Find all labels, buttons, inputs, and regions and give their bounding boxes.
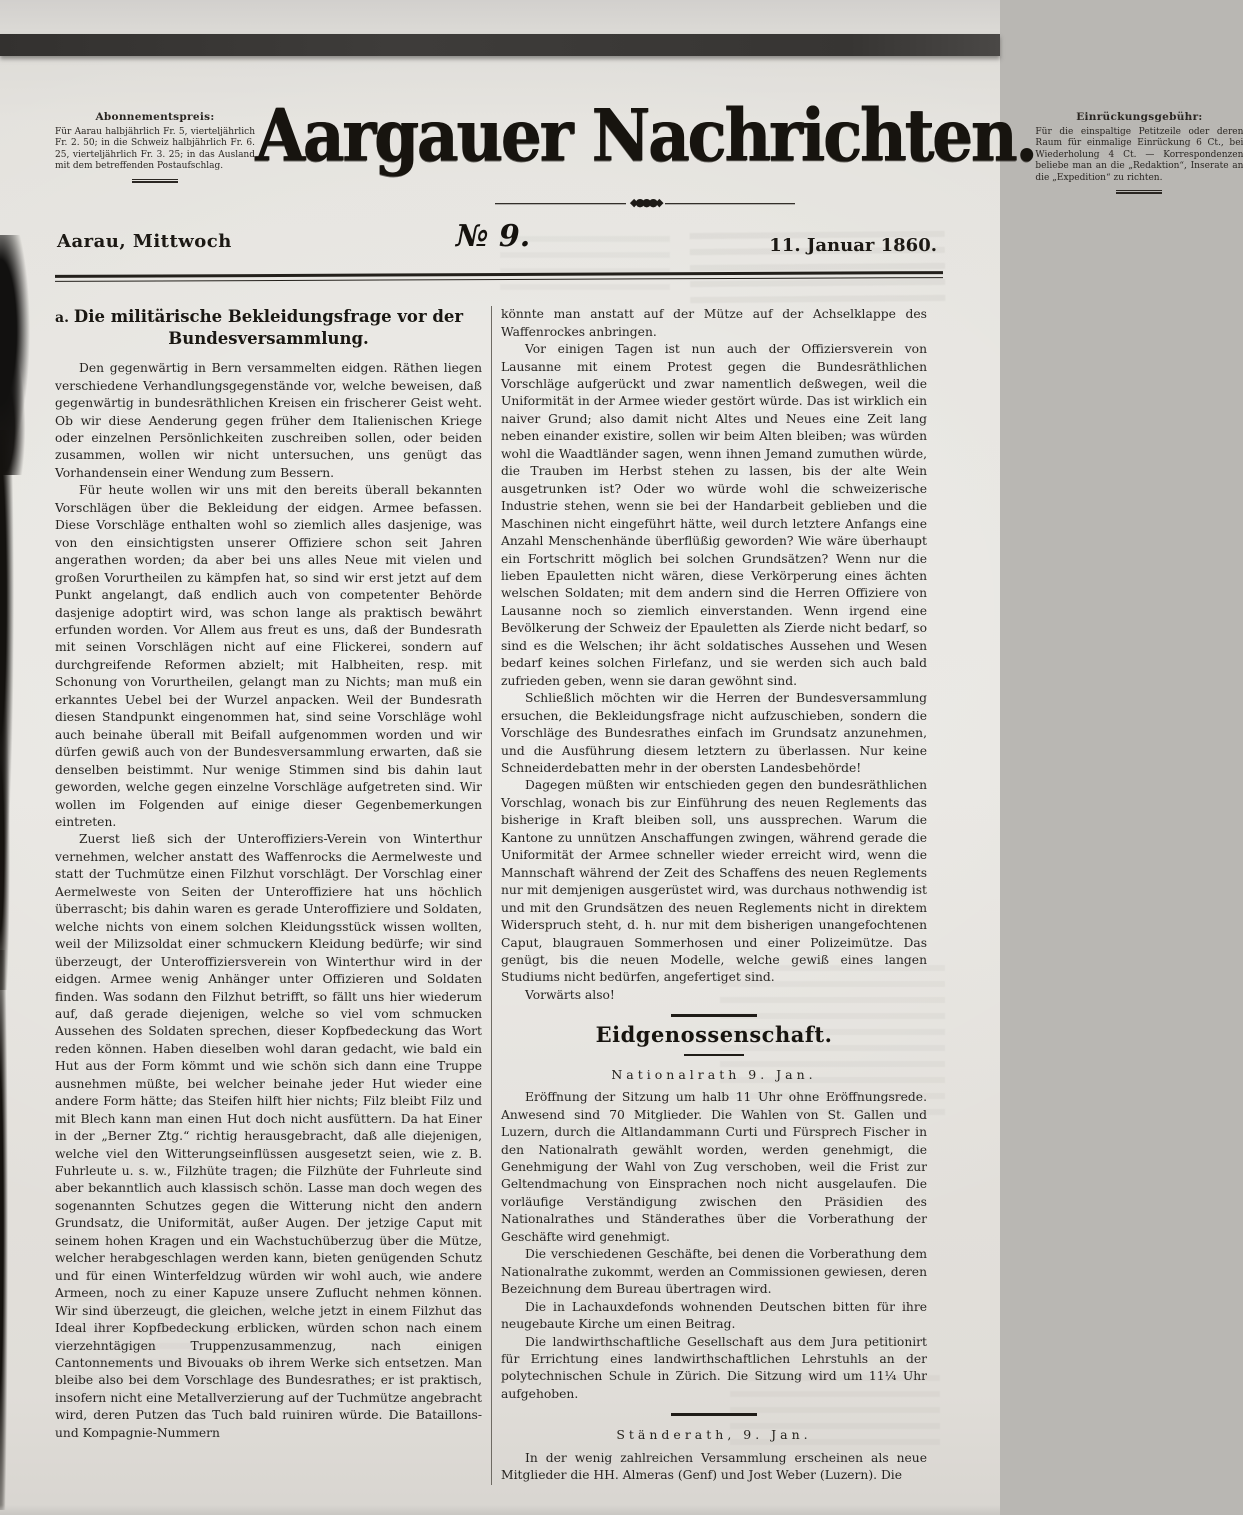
article-paragraph: Schließlich möchten wir die Herren der Bundesversammlung ersuchen, die Bekleidungsfrage nicht aufzuschieben, sondern die Vorschläge des Bundesrathes einfach im Grundsatz anzunehmen, und die Ausführung diesem letztern zu überlassen. Nur keine Schneiderdebatten mehr in der obersten Landesbehörde! [501, 691, 927, 775]
article-columns [55, 306, 943, 1485]
insertion-fee-text: Für die einspaltige Petitzeile oder deren Raum für einmalige Einrückung 6 Ct., bei Wiederholung 4 Ct. — Korrespondenzen beliebe man an die „Redaktion“, Inserate an die „Expedition“ zu richten. [1035, 126, 1243, 183]
double-rule-ornament [1116, 190, 1162, 194]
news-paragraph: Die in Lachauxdefonds wohnenden Deutschen bitten für ihre neugebaute Kirche um einen Beitrag. [501, 1299, 927, 1332]
subscription-price-title: Abonnementspreis: [95, 111, 215, 123]
news-paragraph: Die landwirthschaftliche Gesellschaft aus dem Jura petitionirt für Errichtung eines landwirthschaftlichen Lehrstuhls an der polytechnischen Schule in Zürich. Die Sitzung wird um 11¼ Uhr aufgehoben. [501, 1334, 927, 1401]
right-column [491, 306, 927, 1485]
news-paragraph: Eröffnung der Sitzung um halb 11 Uhr ohne Eröffnungsrede. Anwesend sind 70 Mitglieder. Die Wahlen von St. Gallen und Luzern, durch die Altlandammann Curti und Fürsprech Fischer in den Nationalrath gewählt worden, werden genehmigt, die Genehmigung der Wahl von Zug verschoben, weil die Frist zur Geltendmachung von Einsprachen noch nicht ausgelaufen. Die vorläufige Verständigung zwischen den Präsidien des Nationalrathes und Ständerathes über die Vorberathung der Geschäfte wird genehmigt. [501, 1090, 927, 1244]
double-rule-ornament [132, 179, 178, 183]
scanner-edge-top [0, 0, 1000, 34]
dateline-double-rule [55, 271, 943, 282]
staenderath-heading: Ständerath, 9. Jan. [616, 1427, 812, 1443]
dateline-place: Aarau, Mittwoch [57, 231, 232, 253]
scan-ink-blot [0, 430, 18, 990]
article-paragraph: Den gegenwärtig in Bern versammelten eidgen. Räthen liegen verschiedene Verhandlungsgegenstände vor, welche beweisen, daß gegenwärtig in bundesräthlichen Kreisen ein frischerer Geist weht. Ob wir diese Aenderung gegen früher dem Italienischen Kriege oder einzelnen Persönlichkeiten zuschreiben sollen, oder beiden zusammen, wollen wir nicht untersuchen, uns genügt das Vorhandensein einer Wendung zum Bessern. [55, 361, 482, 480]
article-closing-line: Vorwärts also! [525, 987, 615, 1002]
scan-ink-blot [0, 950, 12, 1510]
article-paragraph: Dagegen müßten wir entschieden gegen den bundesräthlichen Vorschlag, wonach bis zur Einführung des neuen Reglements das bisherige in Kraft bleiben soll, uns aussprechen. Warum die Kantone zu unnützen Anschaffungen zwingen, während gerade die Uniformität der Armee schneller wieder erreicht wird, wenn die Mannschaft während der Zeit des Schaffens des neuen Reglements nur mit demjenigen ausgerüstet wird, was durchaus nothwendig ist und mit den Grundsätzen des neuen Reglements nicht in direktem Widerspruch steht, d. h. nur mit dem bisherigen unangefochtenen Caput, blaugrauen Sommerhosen und einer Polizeimütze. Das genügt, bis die neuen Modelle, welche gewiß eines langen Studiums nicht bedürfen, angefertiget sind. [501, 778, 927, 985]
nationalrath-heading: Nationalrath 9. Jan. [611, 1066, 817, 1082]
news-paragraph: Die verschiedenen Geschäfte, bei denen die Vorberathung dem Nationalrathe zukommt, werden an Commissionen gewiesen, deren Bezeichnung dem Bureau übertragen wird. [501, 1247, 927, 1297]
newspaper-page [55, 90, 1243, 1485]
issue-number: № 9. [455, 219, 531, 255]
insertion-fee-title: Einrückungsgebühr: [1076, 111, 1203, 123]
dateline-date: 11. Januar 1860. [769, 235, 937, 257]
article-paragraph: Für heute wollen wir uns mit den bereits überall bekannten Vorschlägen über die Bekleidung der eidgen. Armee befassen. Diese Vorschläge enthalten wohl so ziemlich alles dasjenige, was von den einsichtigsten unserer Offiziere schon seit Jahren angerathen worden; da aber bei uns alles Neue mit vielen und großen Vorurtheilen zu kämpfen hat, so sind wir erst jetzt auf dem Punkt angelangt, daß endlich auch von competenter Behörde dasjenige adoptirt wird, was schon lange als praktisch bewährt erfunden worden. Vor Allem aus freut es uns, daß der Bundesrath mit seinen Vorschlägen nicht auf eine Flickerei, sondern auf durchgreifende Reformen abzielt; mit Halbheiten, resp. mit Schonung von Vorurtheilen, gelangt man zu Nichts; man muß ein erkanntes Uebel bei der Wurzel anpacken. Weil der Bundesrath diesen Standpunkt eingenommen hat, sind seine Vorschläge wohl auch beinahe überall mit Beifall aufgenommen worden und wir dürfen gewiß auch von der Bundesversammlung erwarten, daß sie denselben beistimmt. Nur wenige Stimmen sind bis dahin laut geworden, welche gegen einzelne Vorschläge aufgetreten sind. Wir wollen im Folgenden auf einige dieser Gegenbemerkungen eintreten. [55, 483, 482, 829]
section-divider-rule [671, 1413, 757, 1416]
scan-shadow-bar [0, 34, 1000, 56]
scanner-edge-bottom [0, 1505, 1000, 1515]
masthead [55, 90, 1243, 210]
dateline [55, 217, 943, 269]
masthead-ornament-rule [495, 196, 795, 210]
article-letter-prefix: a. [55, 310, 69, 327]
article-heading [55, 306, 482, 350]
section-divider-rule [684, 1054, 744, 1056]
insertion-fee-box [1035, 90, 1243, 194]
section-divider-rule [671, 1014, 757, 1017]
article-paragraph: Zuerst ließ sich der Unteroffiziers-Verein von Winterthur vernehmen, welcher anstatt des Waffenrocks die Aermelweste und statt der Tuchmütze einen Filzhut vorschlägt. Der Vorschlag einer Aermelweste von Seiten der Unteroffiziere hat uns höchlich überrascht; bis dahin waren es gerade Unteroffiziere und Soldaten, welche nichts von einem solchen Kleidungsstück wissen wollten, weil der Milizsoldat einer schmuckern Kleidung bedürfe; wir sind überzeugt, der Unteroffiziersverein von Winterthur wird in der eidgen. Armee wenig Anhänger unter Offizieren und Soldaten finden. Was sodann den Filzhut betrifft, so fällt uns hier wiederum auf, daß gerade diejenigen, welche so viel vom schmucken Aussehen des Soldaten sprechen, dieser Kopfbedeckung das Wort reden können. Haben dieselben wohl daran gedacht, wie bald ein Hut aus der Form kömmt und wie schön sich dann eine Truppe ausnehmen müßte, bei welcher beinahe jeder Hut wieder eine andere Form hätte; das Steifen hilft hier nichts; Filz bleibt Filz und mit Blech kann man einen Hut doch nicht ausfüttern. Da hat Einer in der „Berner Ztg.“ richtig herausgebracht, daß alle diejenigen, welche viel den Witterungseinflüssen ausgesetzt seien, wie z. B. Fuhrleute u. s. w., Filzhüte tragen; die Filzhüte der Fuhrleute sind aber bekanntlich auch klassisch schön. Lasse man doch wegen des sogenannten Schutzes gegen die Witterung nicht den andern Grundsatz, die Uniformität, außer Augen. Der jetzige Caput mit seinem hohen Kragen und ein Wachstuchüberzug über die Mütze, welcher herabgeschlagen werden kann, bieten genügenden Schutz und für einen Winterfeldzug würden wir wohl auch, wie andere Armeen, noch zu einer Kapuze unsere Zuflucht nehmen können. Wir sind überzeugt, die gleichen, welche jetzt in einem Filzhut das Ideal ihrer Kopfbedeckung erblicken, würden schon nach einem vierzehntägigen Truppenzusammenzug, nach einigen Cantonnements und Bivouaks ob ihrem Werke sich entsetzen. Man bleibe also bei dem Vorschlage des Bundesrathes; er ist praktisch, insofern nicht eine Metallverzierung auf der Tuchmütze angebracht wird, deren Putzen das Tuch bald ruiniren würde. Die Bataillons- und Kompagnie-Nummern [55, 832, 482, 1440]
subscription-price-box [55, 90, 255, 183]
newspaper-title: Aargauer Nachrichten. [255, 94, 1036, 179]
left-column [55, 306, 491, 1485]
news-paragraph: In der wenig zahlreichen Versammlung erscheinen als neue Mitglieder die HH. Almeras (Genf) und Jost Weber (Luzern). Die [501, 1450, 927, 1483]
diamond-ornament-icon: ◆●●●◆ [629, 196, 661, 210]
section-title: Eidgenossenschaft. [595, 1022, 833, 1048]
article-title: Die militärische Bekleidungsfrage vor der Bundesversammlung. [73, 307, 464, 349]
subscription-price-text: Für Aarau halbjährlich Fr. 5, vierteljährlich Fr. 2. 50; in die Schweiz halbjährlich Fr. 6. 25, vierteljährlich Fr. 3. 25; in das Ausland mit dem betreffenden Postaufschlag. [55, 126, 255, 171]
article-paragraph: könnte man anstatt auf der Mütze auf der Achselklappe des Waffenrockes anbringen. [501, 307, 927, 339]
article-paragraph: Vor einigen Tagen ist nun auch der Offiziersverein von Lausanne mit einem Protest gegen die Bundesräthlichen Vorschläge aufgerückt und zwar namentlich deßwegen, weil die Uniformität in der Armee wieder gestört würde. Das ist wirklich ein naiver Grund; also damit nicht Altes und Neues eine Zeit lang neben einander existire, sollen wir beim Alten bleiben; was würden wohl die Waadtländer sagen, wenn ihnen Jemand zumuthen würde, die Trauben im Herbst stehen zu lassen, bis der alte Wein ausgetrunken ist? Oder wo würde wohl die schweizerische Industrie stehen, wenn sie bei der Handarbeit geblieben und die Maschinen nicht eingeführt hätte, weil durch letztere Anfangs eine Anzahl Menschenhände überflüßig geworden? Wie wäre überhaupt ein Fortschritt möglich bei solchen Grundsätzen? Wenn nur die lieben Epauletten nicht wären, diese Verkörperung eines ächten welschen Soldaten; mit dem andern sind die Herren Offiziere von Lausanne noch so ziemlich einverstanden. Wenn irgend eine Bevölkerung der Schweiz der Epauletten als Zierde nicht bedarf, so sind es die Welschen; ihr ächt soldatisches Aussehen und Wesen bedarf keines solchen Firlefanz, und sie werden sich auch bald zufrieden geben, wenn sie daran gewöhnt sind. [501, 342, 927, 688]
